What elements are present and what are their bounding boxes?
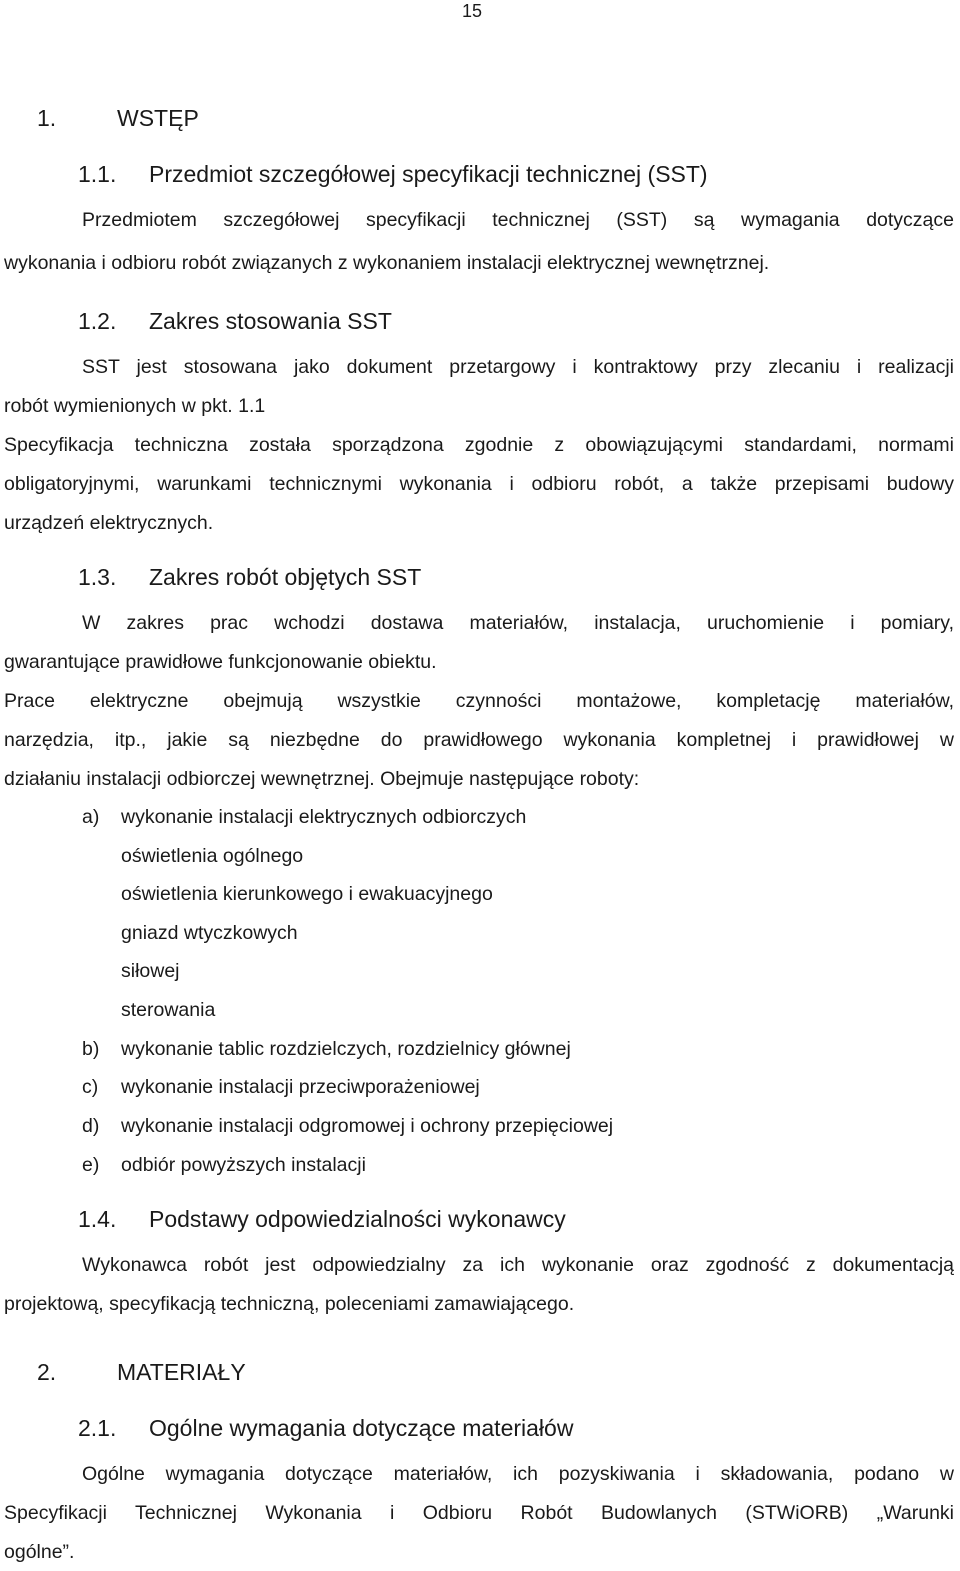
paragraph-line: Wykonawca robót jest odpowiedzialny za ich wykonanie oraz zgodność z dokumentacją bbox=[82, 1254, 954, 1276]
list-item-text: siłowej bbox=[121, 960, 180, 982]
section-number: 1.2. bbox=[78, 308, 117, 334]
section-number: 1.4. bbox=[78, 1206, 117, 1232]
paragraph-line: robót wymienionych w pkt. 1.1 bbox=[4, 395, 266, 417]
paragraph-line: Przedmiotem szczegółowej specyfikacji technicznej (SST) są wymagania dotyczące bbox=[82, 209, 954, 231]
section-title: WSTĘP bbox=[117, 105, 199, 131]
list-item-text: wykonanie instalacji przeciwporażeniowej bbox=[121, 1076, 480, 1098]
paragraph-line: urządzeń elektrycznych. bbox=[4, 512, 214, 534]
paragraph-line: działaniu instalacji odbiorczej wewnętrznej. Obejmuje następujące roboty: bbox=[4, 768, 640, 790]
paragraph-line: SST jest stosowana jako dokument przetargowy i kontraktowy przy zlecaniu i realizacji bbox=[82, 356, 954, 378]
section-number: 2. bbox=[37, 1359, 57, 1385]
paragraph-line: gwarantujące prawidłowe funkcjonowanie obiektu. bbox=[4, 651, 437, 673]
paragraph-line: wykonania i odbioru robót związanych z wykonaniem instalacji elektrycznej wewnętrznej. bbox=[4, 252, 770, 274]
paragraph-line: narzędzia, itp., jakie są niezbędne do prawidłowego wykonania kompletnej i prawidłowej w bbox=[4, 729, 954, 751]
page-number: 15 bbox=[462, 1, 483, 21]
list-item-label: b) bbox=[82, 1038, 100, 1060]
section-number: 1. bbox=[37, 105, 57, 131]
paragraph-line: Ogólne wymagania dotyczące materiałów, ich pozyskiwania i składowania, podano w bbox=[82, 1463, 954, 1485]
list-item-label: d) bbox=[82, 1115, 100, 1137]
list-item-label: a) bbox=[82, 806, 100, 828]
paragraph-line: ogólne”. bbox=[4, 1541, 75, 1563]
section-title: Ogólne wymagania dotyczące materiałów bbox=[149, 1415, 574, 1441]
section-number: 2.1. bbox=[78, 1415, 117, 1441]
paragraph-line: Prace elektryczne obejmują wszystkie czynności montażowe, kompletację materiałów, bbox=[4, 690, 954, 712]
list-item-label: e) bbox=[82, 1154, 100, 1176]
paragraph-line: Specyfikacja techniczna została sporządzona zgodnie z obowiązującymi standardami, normami bbox=[4, 434, 954, 456]
section-title: Przedmiot szczegółowej specyfikacji technicznej (SST) bbox=[149, 161, 708, 187]
section-title: Zakres robót objętych SST bbox=[149, 564, 422, 590]
list-item-text: wykonanie instalacji elektrycznych odbiorczych bbox=[121, 806, 527, 828]
list-item-text: wykonanie tablic rozdzielczych, rozdzielnicy głównej bbox=[121, 1038, 571, 1060]
list-item-text: gniazd wtyczkowych bbox=[121, 922, 298, 944]
paragraph-line: W zakres prac wchodzi dostawa materiałów, instalacja, uruchomienie i pomiary, bbox=[82, 612, 954, 634]
paragraph-line: Specyfikacji Technicznej Wykonania i Odbioru Robót Budowlanych (STWiORB) „Warunki bbox=[4, 1502, 954, 1524]
list-item-text: sterowania bbox=[121, 999, 216, 1021]
section-number: 1.3. bbox=[78, 564, 117, 590]
paragraph-line: projektową, specyfikacją techniczną, poleceniami zamawiającego. bbox=[4, 1293, 575, 1315]
section-title: MATERIAŁY bbox=[117, 1359, 246, 1385]
paragraph-line: obligatoryjnymi, warunkami technicznymi wykonania i odbioru robót, a także przepisami budowy bbox=[4, 473, 954, 495]
list-item-text: odbiór powyższych instalacji bbox=[121, 1154, 366, 1176]
section-title: Podstawy odpowiedzialności wykonawcy bbox=[149, 1206, 566, 1232]
list-item-text: wykonanie instalacji odgromowej i ochrony przepięciowej bbox=[121, 1115, 614, 1137]
list-item-text: oświetlenia kierunkowego i ewakuacyjnego bbox=[121, 883, 493, 905]
list-item-text: oświetlenia ogólnego bbox=[121, 845, 304, 867]
list-item-label: c) bbox=[82, 1076, 99, 1098]
section-title: Zakres stosowania SST bbox=[149, 308, 392, 334]
section-number: 1.1. bbox=[78, 161, 117, 187]
